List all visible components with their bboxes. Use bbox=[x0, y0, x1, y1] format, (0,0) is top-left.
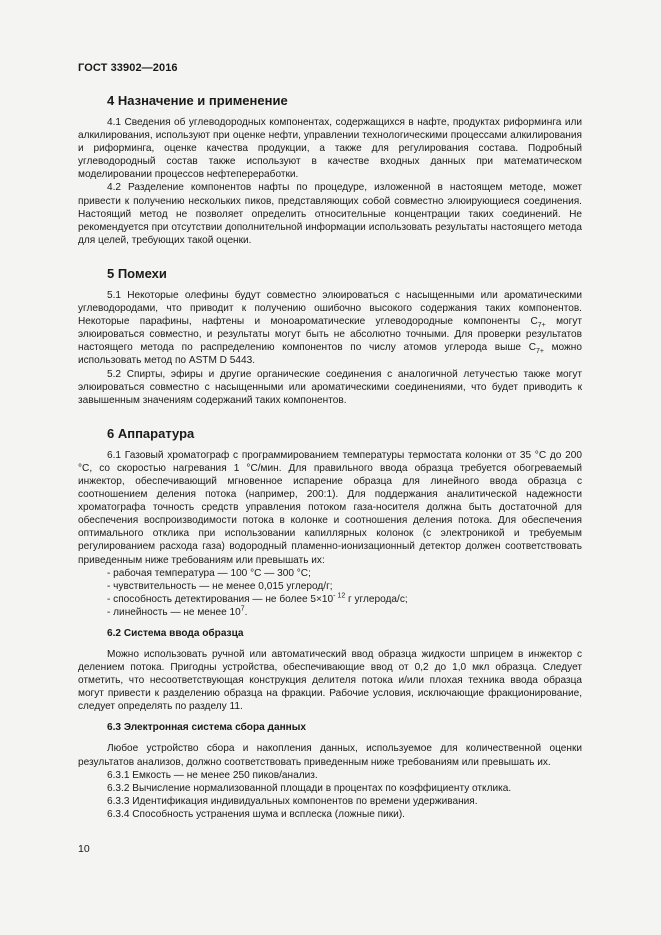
list-item: - линейность — не менее $10^7$. bbox=[107, 605, 248, 618]
subsection-6-3-title: 6.3 Электронная система сбора данных bbox=[107, 722, 307, 734]
list-item: 6.3.4 Способность устранения шума и всплеска (ложные пики). bbox=[107, 808, 405, 820]
paragraph-6-2: Можно использовать ручной или автоматический ввод образца жидкости шприцем в инжектор с делением потока. Пригодны устройства, обеспечивающие ввод от 0,2 до 1,0 мкл образца. Следует отметить, что несоответствующая конструкция делителя потока и/или плохая техника ввода образца могут привести к разделению образца на фракции. Рабочие условия, исключающие фракционирование, следует определять по разделу 11. bbox=[78, 649, 582, 713]
subsection-6-2-title: 6.2 Система ввода образца bbox=[107, 628, 244, 639]
paragraph-4-2: 4.2 Разделение компонентов нафты по процедуре, изложенной в настоящем методе, может привести к получению нескольких пиков, представляющих собой совместно элюирующиеся соединения. Настоящий метод не позволяет определить относительные концентрации таких соединений. Не рекомендуется при отсутствии дополнительной информации использовать результаты настоящего метода для целей, требующих такой оценки. bbox=[78, 182, 582, 246]
paragraph-6-1: 6.1 Газовый хроматограф с программированием температуры термостата колонки от 35 °С до 200 °С, со скоростью нагревания 1 °С/мин. Для правильного ввода образца требуется обогреваемый инжектор, обеспечивающий мгновенное испарение образца для линейного ввода образца с соотношением деления потока (например, 200:1). Для поддержания аналитической надежности хроматографа точность средств управления потоком газа-носителя должна быть достаточной для обеспечения воспроизводимости потока в колонке и соотношения деления потока. Для обеспечения оптимального отклика при использовании капиллярных колонок (с электроникой и требуемым регулированием расхода газа) водородный пламенно-ионизационный детектор должен соответствовать приведенным ниже требованиям или превышать их: bbox=[78, 449, 582, 566]
paragraph-5-2: 5.2 Спирты, эфиры и другие органические соединения с аналогичной летучестью также могут элюироваться совместно с насыщенными или ароматическими соединениями, что будет приводить к завышенным значениям содержаний таких компонентов. bbox=[78, 368, 582, 406]
standard-designation: ГОСТ 33902—2016 bbox=[78, 62, 178, 74]
list-item: 6.3.2 Вычисление нормализованной площади в процентах по коэффициенту отклика. bbox=[107, 782, 512, 794]
section-4-title: 4 Назначение и применение bbox=[107, 93, 288, 108]
list-item: - чувствительность — не менее 0,015 углерод/г; bbox=[107, 580, 333, 592]
section-6-title: 6 Аппаратура bbox=[107, 425, 195, 441]
list-item: - рабочая температура — 100 °С — 300 °С; bbox=[107, 567, 311, 579]
page-content bbox=[78, 93, 582, 821]
paragraph-6-3: Любое устройство сбора и накопления данных, используемое для количественной оценки результатов анализов, должно соответствовать приведенным ниже требованиям или превышать их. bbox=[78, 743, 582, 768]
paragraph-4-1: 4.1 Сведения об углеводородных компонентах, содержащихся в нафте, продуктах риформинга или алкилирования, используют при оценке нефти, управлении технологическими процессами алкилирования и риформинга, оценке качества продукции, а также для регулирования состава. Подробный углеводородный состав также используют в качестве входных данных при математическом моделировании процессов нефтепереработки. bbox=[78, 117, 582, 181]
list-item: 6.3.1 Емкость — не менее 250 пиков/анализ. bbox=[107, 769, 318, 781]
section-5-title: 5 Помехи bbox=[107, 265, 167, 281]
page-number: 10 bbox=[78, 843, 90, 855]
list-item: 6.3.3 Идентификация индивидуальных компонентов по времени удерживания. bbox=[107, 795, 478, 807]
list-item: - способность детектирования — не более $5\times 10^{- 12}$ г углерода/с; bbox=[107, 592, 408, 605]
paragraph-5-1: 5.1 Некоторые олефины будут совместно элюироваться с насыщенными или ароматическими углеводородами, что приводит к получению ошибочно высокого содержания таких компонентов. Некоторые парафины, нафтены и моноароматические углеводородные компоненты $С_{7+}$ могут элюироваться совместно, и результаты могут быть не абсолютно точными. Для проверки результатов настоящего метода по распределению компонентов по числу атомов углерода выше $С_{7+}$ можно использовать метод по ASTM D 5443. bbox=[78, 289, 582, 367]
